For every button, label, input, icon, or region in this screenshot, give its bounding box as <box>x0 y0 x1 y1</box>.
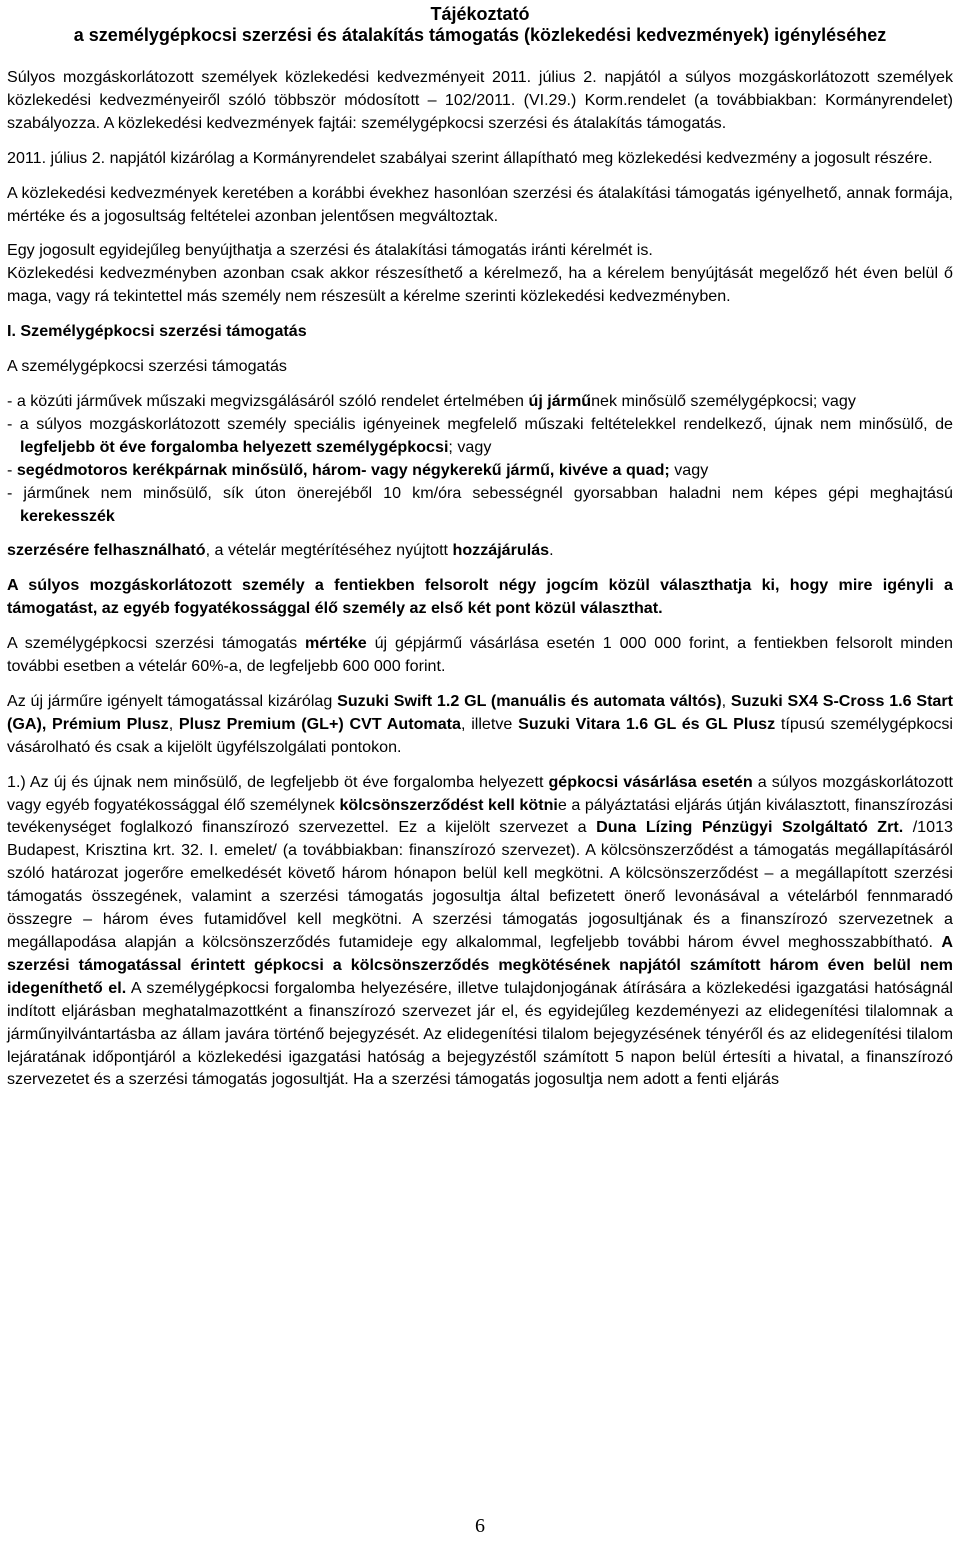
intro-paragraph-3: A közlekedési kedvezmények keretében a korábbi évekhez hasonlóan szerzési és átalakítási támogatás igényelhető, annak formája, mértéke és a jogosultság feltételei azonban jelentősen megváltoztak. <box>7 183 953 225</box>
title-line-1: Tájékoztató <box>430 4 530 24</box>
list-item: - a súlyos mozgáskorlátozott személy speciális igényeinek megfelelő műszaki feltételekkel rendelkező, újnak nem minősülő, de legfeljebb öt éve forgalomba helyezett személygépkocsi; vagy <box>7 414 953 456</box>
financing-paragraph: 1.) Az új és újnak nem minősülő, de legfeljebb öt éve forgalomba helyezett gépkocsi vásárlása esetén a súlyos mozgáskorlátozott vagy egyéb fogyatékossággal élő személynek kölcsönszerződést kell kötnie a pályáztatási eljárás útján kiválasztott, finanszírozási tevékenységet foglalkozó finanszírozó szervezettel. Ez a kijelölt szervezet a Duna Lízing Pénzügyi Szolgáltató Zrt. /1013 Budapest, Krisztina krt. 32. I. emelet/ (a továbbiakban: finanszírozó szervezet). A kölcsönszerződést a támogatás megállapításáról szóló határozat jogerőre emelkedését követő három hónapon belül kell megkötni. A kölcsönszerződést – a megállapított szerzési támogatás összegének, valamint a szerzési támogatás jogosultja által befizetett önerő levonásával a vételárból fennmaradó összegre – három éves futamidővel kell megkötni. A szerzési támogatás jogosultjának és a finanszírozó szervezetnek a megállapodása alapján a kölcsönszerződés futamideje egy alkalommal, legfeljebb további három évvel meghosszabbítható. A szerzési támogatással érintett gépkocsi a kölcsönszerződés megkötésének napjától számított három éven belül nem idegeníthető el. A személygépkocsi forgalomba helyezésére, illetve tulajdonjogának átírására a közlekedési igazgatási hatóságnál indított eljárásban meghatalmazottként a finanszírozó szervezet jár el, és egyidejűleg kezdeményezi az elidegenítési tilalomnak a járműnyilvántartásba az állam javára történő bejegyzését. Az elidegenítési tilalom bejegyzésének tényéről és az elidegenítési tilalom lejáratának időpontjáról a közlekedési igazgatási hatóság a bejegyzéstől számított 5 napon belül értesíti a hivatal, a finanszírozó szervezetet és a szerzési támogatás jogosultját. Ha a szerzési támogatás jogosultja nem adott a fenti eljárás <box>7 772 953 1089</box>
eligibility-list <box>7 390 953 527</box>
document-title <box>0 4 960 46</box>
bold-paragraph: A súlyos mozgáskorlátozott személy a fentiekben felsorolt négy jogcím közül választhatja ki, hogy mire igényli a támogatást, az egyéb fogyatékossággal élő személy az első két pont közül választhat. <box>7 576 953 618</box>
title-line-2: a személygépkocsi szerzési és átalakítás támogatás (közlekedési kedvezmények) igényléséhez <box>73 25 887 45</box>
list-item: - segédmotoros kerékpárnak minősülő, három- vagy négykerekű jármű, kivéve a quad; vagy <box>7 460 709 479</box>
intro-paragraph-4a: Egy jogosult egyidejűleg benyújthatja a szerzési és átalakítási támogatás iránti kérelmét is. <box>7 241 653 260</box>
amount-paragraph: A személygépkocsi szerzési támogatás mértéke új gépjármű vásárlása esetén 1 000 000 forint, a fentiekben felsorolt minden további esetben a vételár 60%-a, de legfeljebb 600 000 forint. <box>7 634 953 676</box>
list-item: - járműnek nem minősülő, sík úton önerejéből 10 km/óra sebességnél gyorsabban haladni nem képes gépi meghajtású kerekesszék <box>7 483 953 525</box>
cars-paragraph: Az új járműre igényelt támogatással kizárólag Suzuki Swift 1.2 GL (manuális és automata váltós), Suzuki SX4 S-Cross 1.6 Start (GA), Prémium Plusz, Plusz Premium (GL+) CVT Automata, illetve Suzuki Vitara 1.6 GL és GL Plusz típusú személygépkocsi vásárolható és csak a kijelölt ügyfélszolgálati pontokon. <box>7 691 954 756</box>
section-heading: I. Személygépkocsi szerzési támogatás <box>7 322 307 341</box>
page-number: 6 <box>475 1515 485 1537</box>
usage-paragraph: szerzésére felhasználható, a vételár megtérítéséhez nyújtott hozzájárulás. <box>7 541 554 560</box>
intro-paragraph-4b: Közlekedési kedvezményben azonban csak akkor részesíthető a kérelmező, ha a kérelem benyújtását megelőző hét éven belül ő maga, vagy rá tekintettel más személy nem részesült a kérelme szerinti közlekedési kedvezményben. <box>7 264 953 306</box>
list-item: - a közúti járművek műszaki megvizsgálásáról szóló rendelet értelmében új járműnek minősülő személygépkocsi; vagy <box>7 391 856 410</box>
intro-paragraph-1: Súlyos mozgáskorlátozott személyek közlekedési kedvezményeit 2011. július 2. napjától a súlyos mozgáskorlátozott személyek közlekedési kedvezményeiről szóló többször módosított – 102/2011. (VI.29.) Korm.rendelet (a továbbiakban: Kormányrendelet) szabályozza. A közlekedési kedvezmények fajtái: személygépkocsi szerzési és átalakítás támogatás. <box>7 68 953 132</box>
document-body <box>7 66 953 1103</box>
section-intro: A személygépkocsi szerzési támogatás <box>7 357 287 376</box>
intro-paragraph-2: 2011. július 2. napjától kizárólag a Kormányrendelet szabályai szerint állapítható meg közlekedési kedvezmény a jogosult részére. <box>7 148 933 167</box>
